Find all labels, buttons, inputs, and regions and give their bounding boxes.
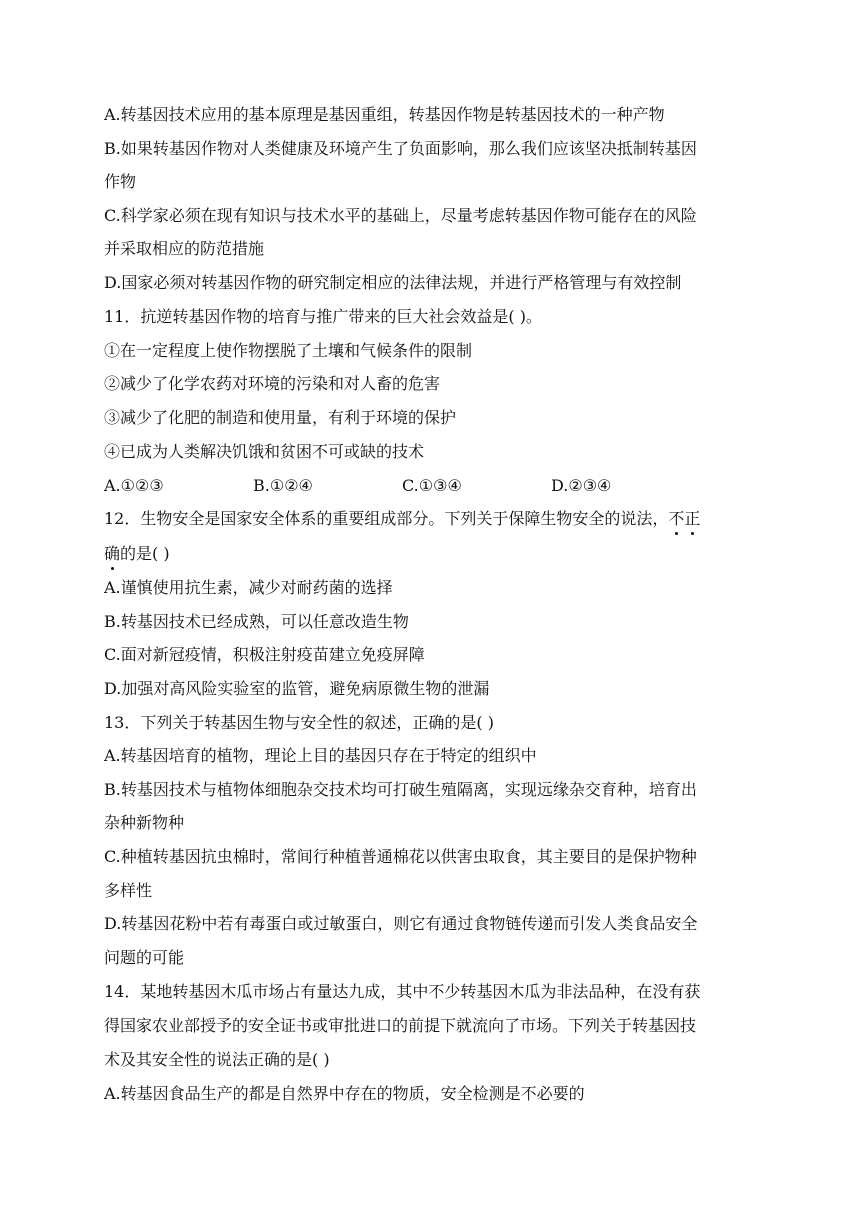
q13-option-d-line2: 问题的可能	[104, 948, 185, 967]
q10-option-c-line2: 并采取相应的防范措施	[104, 239, 265, 258]
q11-choice-d: D.②③④	[551, 476, 612, 495]
q13-stem: 13．下列关于转基因生物与安全性的叙述，正确的是( )	[104, 713, 494, 732]
q14-option-a: A.转基因食品生产的都是自然界中存在的物质，安全检测是不必要的	[104, 1084, 585, 1103]
q13-option-b-line2: 杂种新物种	[104, 813, 185, 832]
q13-option-d-line1: D.转基因花粉中若有毒蛋白或过敏蛋白，则它有通过食物链传递而引发人类食品安全	[104, 914, 698, 933]
q12-option-a: A.谨慎使用抗生素，减少对耐药菌的选择	[104, 578, 393, 597]
q12-option-d: D.加强对高风险实验室的监管，避免病原微生物的泄漏	[104, 679, 490, 698]
q11-item-3: ③减少了化肥的制造和使用量，有利于环境的保护	[104, 408, 457, 427]
q12-stem-line1	[104, 508, 700, 530]
q14-stem-line3: 术及其安全性的说法正确的是( )	[104, 1050, 330, 1069]
q13-option-b-line1: B.转基因技术与植物体细胞杂交技术均可打破生殖隔离，实现远缘杂交育种，培育出	[104, 780, 697, 799]
q13-option-c-line1: C.种植转基因抗虫棉时，常间行种植普通棉花以供害虫取食，其主要目的是保护物种	[104, 847, 697, 866]
q11-item-4: ④已成为人类解决饥饿和贫困不可或缺的技术	[104, 442, 425, 461]
q10-option-b-line1: B.如果转基因作物对人类健康及环境产生了负面影响，那么我们应该坚决抵制转基因	[104, 139, 697, 158]
q12-emphasis-char: 不	[668, 509, 685, 528]
q10-option-a: A.转基因技术应用的基本原理是基因重组，转基因作物是转基因技术的一种产物	[104, 105, 665, 124]
q12-emphasis-char: 确	[104, 544, 121, 563]
q14-stem-line1: 14．某地转基因木瓜市场占有量达九成，其中不少转基因木瓜为非法品种，在没有获	[104, 982, 701, 1001]
q12-stem-text: 12．生物安全是国家安全体系的重要组成部分。下列关于保障生物安全的说法，	[104, 509, 669, 528]
q11-choice-a: A.①②③	[104, 476, 164, 495]
q11-stem: 11．抗逆转基因作物的培育与推广带来的巨大社会效益是( )。	[104, 307, 542, 326]
q10-option-b-line2: 作物	[104, 172, 137, 191]
q13-option-a: A.转基因培育的植物，理论上目的基因只存在于特定的组织中	[104, 746, 537, 765]
q11-item-2: ②减少了化学农药对环境的污染和对人畜的危害	[104, 374, 441, 393]
q12-stem-line2	[104, 543, 170, 565]
q12-stem-tail: 的是( )	[120, 544, 170, 563]
q12-option-b: B.转基因技术已经成熟，可以任意改造生物	[104, 612, 409, 631]
q12-option-c: C.面对新冠疫情，积极注射疫苗建立免疫屏障	[104, 645, 425, 664]
q10-option-c-line1: C.科学家必须在现有知识与技术水平的基础上，尽量考虑转基因作物可能存在的风险	[104, 206, 697, 225]
q11-choice-b: B.①②④	[253, 476, 313, 495]
q11-item-1: ①在一定程度上使作物摆脱了土壤和气候条件的限制	[104, 341, 473, 360]
q13-option-c-line2: 多样性	[104, 881, 153, 900]
q12-emphasis-char: 正	[684, 509, 701, 528]
q14-stem-line2: 得国家农业部授予的安全证书或审批进口的前提下就流向了市场。下列关于转基因技	[104, 1016, 697, 1035]
q10-option-d: D.国家必须对转基因作物的研究制定相应的法律法规，并进行严格管理与有效控制	[104, 273, 682, 292]
q11-choices	[104, 475, 700, 497]
q11-choice-c: C.①③④	[402, 476, 462, 495]
